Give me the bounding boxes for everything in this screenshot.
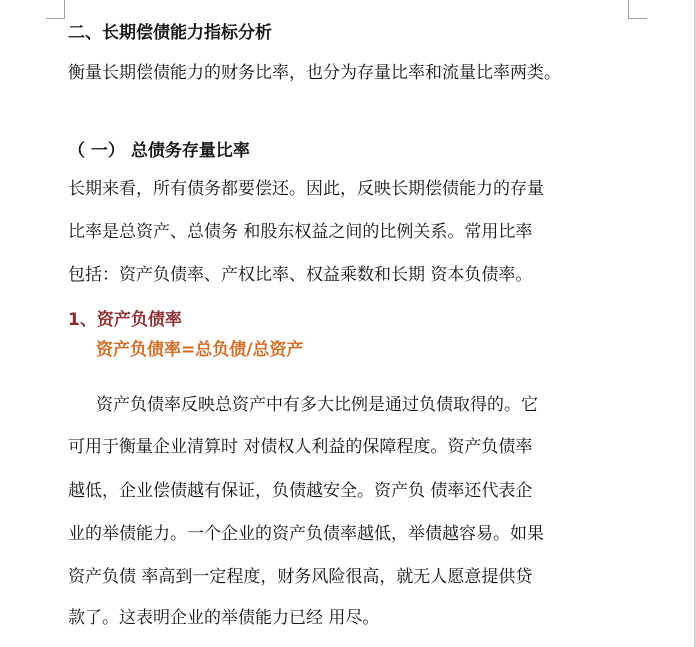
paragraph-line: 比率是总资产、总债务 和股东权益之间的比例关系。常用比率 — [68, 222, 533, 242]
item-title: 1、资产负债率 — [68, 310, 182, 330]
subsection-title: （ 一） 总债务存量比率 — [68, 141, 250, 161]
paragraph-line: 越低，企业偿债越有保证，负债越安全。资产负 债率还代表企 — [68, 481, 533, 501]
paragraph-line: 包括：资产负债率、产权比率、权益乘数和长期 资本负债率。 — [68, 265, 533, 285]
crop-mark-left — [46, 0, 65, 19]
section-title: 二、长期偿债能力指标分析 — [68, 23, 272, 43]
paragraph-line: 可用于衡量企业清算时 对债权人利益的保障程度。资产负债率 — [68, 437, 533, 457]
paragraph-line: 资产负债 率高到一定程度，财务风险很高，就无人愿意提供贷 — [68, 567, 533, 587]
paragraph-line: 款了。这表明企业的举债能力已经 用尽。 — [68, 608, 380, 628]
paragraph-line: 资产负债率反映总资产中有多大比例是通过负债取得的。它 — [96, 395, 538, 415]
crop-mark-right — [628, 0, 647, 19]
formula: 资产负债率=总负债/总资产 — [96, 340, 304, 360]
intro-paragraph: 衡量长期偿债能力的财务比率，也分为存量比率和流量比率两类。 — [68, 63, 561, 83]
paragraph-line: 长期来看，所有债务都要偿还。因此，反映长期偿债能力的存量 — [68, 179, 544, 199]
paragraph-line: 业的举债能力。一个企业的资产负债率越低，举债越容易。如果 — [68, 524, 544, 544]
